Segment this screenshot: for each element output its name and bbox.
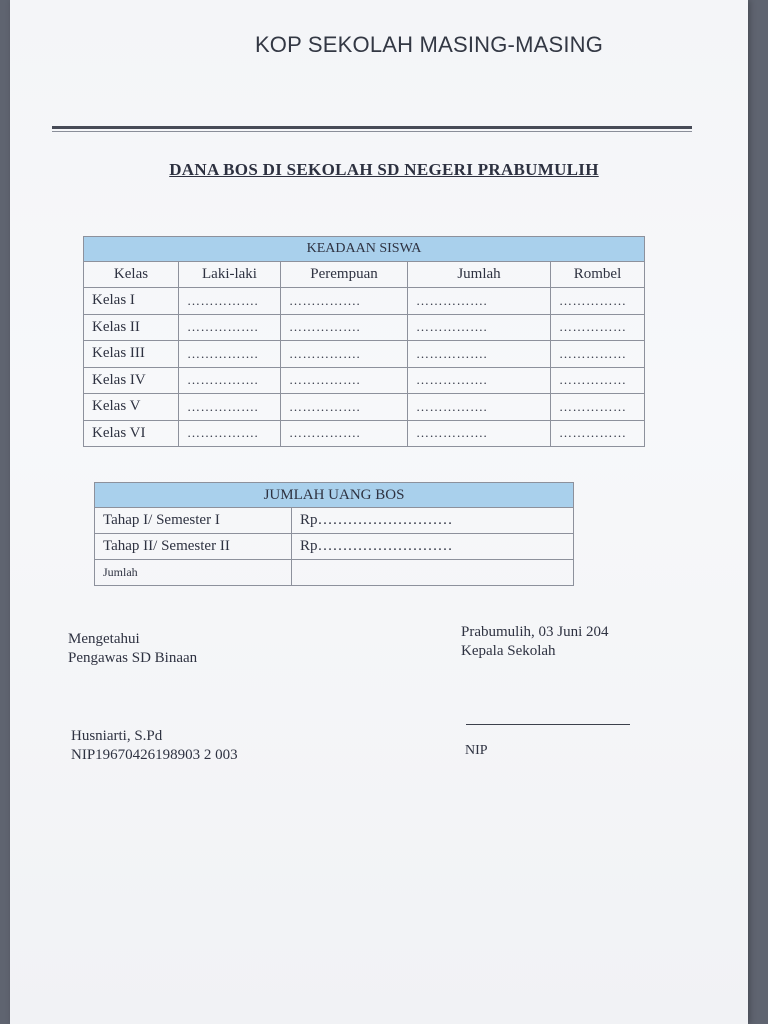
table-row [95,560,574,586]
signatory-left [71,727,238,765]
amount-field: Rp……………………… [292,508,574,534]
blank-field: …………… [551,420,645,447]
blank-field: ……………. [408,394,551,421]
letterhead-rule-thick [52,126,692,129]
bos-funds-table [94,482,574,586]
blank-field: …………… [551,288,645,315]
signature-block-right [461,623,609,661]
table-row [84,420,645,447]
place-date: Prabumulih, 03 Juni 204 [461,624,609,640]
row-label: Tahap II/ Semester II [95,534,292,560]
blank-field: ……………. [281,394,408,421]
row-label: Kelas VI [84,420,179,447]
row-label: Jumlah [95,560,292,586]
column-header-laki-laki: Laki-laki [179,262,281,288]
column-header-jumlah: Jumlah [408,262,551,288]
blank-field: ……………. [281,420,408,447]
blank-field: ……………. [179,420,281,447]
signature-role: Pengawas SD Binaan [68,650,198,666]
table-row [95,508,574,534]
blank-field: ……………. [179,341,281,368]
row-label: Tahap I/ Semester I [95,508,292,534]
row-label: Kelas I [84,288,179,315]
signature-caption: Mengetahui [68,631,140,647]
blank-field: ……………. [179,367,281,394]
table-row [84,367,645,394]
column-header-kelas: Kelas [84,262,179,288]
row-label: Kelas II [84,314,179,341]
table-row [84,314,645,341]
blank-field: ……………. [281,288,408,315]
amount-field [292,560,574,586]
column-header-perempuan: Perempuan [281,262,408,288]
blank-field: …………… [551,341,645,368]
amount-field: Rp……………………… [292,534,574,560]
blank-field: …………… [551,314,645,341]
row-label: Kelas III [84,341,179,368]
blank-field: ……………. [281,367,408,394]
table-row [95,534,574,560]
signature-block-left [68,630,197,668]
blank-field: …………… [551,394,645,421]
signatory-nip: NIP [465,743,488,758]
blank-field: ……………. [179,288,281,315]
blank-field: ……………. [281,341,408,368]
bos-table-caption: JUMLAH UANG BOS [95,483,574,508]
blank-field: ……………. [408,314,551,341]
signatory-nip: NIP19670426198903 2 003 [71,747,238,763]
blank-field: ……………. [179,314,281,341]
table-row [84,394,645,421]
row-label: Kelas IV [84,367,179,394]
row-label: Kelas V [84,394,179,421]
blank-field: …………… [551,367,645,394]
blank-field: ……………. [179,394,281,421]
signature-line [466,724,630,725]
table-row [84,288,645,315]
table-row [84,341,645,368]
blank-field: ……………. [408,367,551,394]
signatory-name: Husniarti, S.Pd [71,728,163,744]
student-table-caption: KEADAAN SISWA [84,237,645,262]
column-header-rombel: Rombel [551,262,645,288]
blank-field: ……………. [281,314,408,341]
signature-role: Kepala Sekolah [461,643,556,659]
blank-field: ……………. [408,420,551,447]
letterhead-placeholder: KOP SEKOLAH MASING-MASING [254,32,604,57]
blank-field: ……………. [408,341,551,368]
letterhead-rule-thin [52,131,692,132]
student-status-table [83,236,645,447]
blank-field: ……………. [408,288,551,315]
document-title: DANA BOS DI SEKOLAH SD NEGERI PRABUMULIH [169,160,599,179]
